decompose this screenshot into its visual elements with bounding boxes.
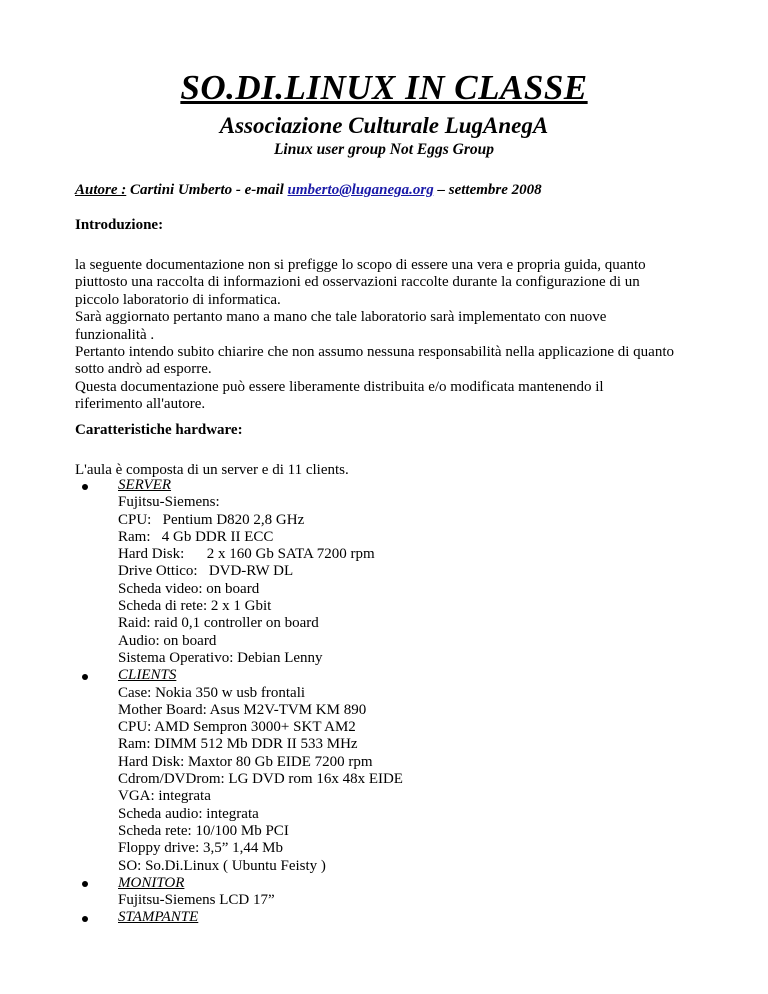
author-line [75, 180, 542, 200]
bullet-icon [82, 674, 88, 680]
spec-line: SO: So.Di.Linux ( Ubuntu Feisty ) [118, 857, 326, 874]
intro-line: riferimento all'autore. [75, 396, 206, 413]
hardware-list [82, 477, 702, 927]
item-title: CLIENTS [118, 667, 177, 684]
spec-line: Scheda video: on board [118, 580, 260, 597]
spec-line: Fujitsu-Siemens LCD 17” [118, 892, 275, 909]
intro-paragraph [75, 257, 715, 414]
intro-line: Pertanto intendo subito chiarire che non assumo nessuna responsabilità nella applicazione di quanto [75, 344, 675, 361]
bullet-icon [82, 484, 88, 490]
intro-line: piccolo laboratorio di informatica. [75, 291, 281, 308]
intro-line: funzionalità . [75, 326, 155, 343]
spec-line: Cdrom/DVDrom: LG DVD rom 16x 48x EIDE [118, 771, 403, 788]
intro-line: sotto andrò ad esporre. [75, 361, 212, 378]
document-subtitle: Associazione Culturale LugAnegA [219, 113, 549, 138]
intro-heading: Introduzione: [75, 217, 164, 233]
item-title: MONITOR [118, 874, 185, 891]
spec-line: Scheda audio: integrata [118, 805, 259, 822]
spec-line: VGA: integrata [118, 788, 211, 805]
author-label: Autore : [75, 182, 127, 198]
list-item-clients [82, 667, 702, 875]
spec-line: Audio: on board [118, 632, 217, 649]
spec-line: Scheda di rete: 2 x 1 Gbit [118, 598, 272, 615]
spec-line: Hard Disk: Maxtor 80 Gb EIDE 7200 rpm [118, 753, 373, 770]
group-name: Linux user group Not Eggs Group [273, 141, 495, 158]
spec-line: Floppy drive: 3,5” 1,44 Mb [118, 840, 283, 857]
hardware-heading: Caratteristiche hardware: [75, 422, 243, 438]
spec-line: Raid: raid 0,1 controller on board [118, 615, 319, 632]
author-email-link[interactable]: umberto@luganega.org [287, 182, 434, 198]
spec-line: Mother Board: Asus M2V-TVM KM 890 [118, 701, 367, 718]
document-title: SO.DI.LINUX IN CLASSE [180, 68, 588, 107]
author-name: Cartini Umberto - e-mail [126, 182, 288, 198]
list-item-stampante [82, 909, 702, 926]
intro-line: Sarà aggiornato pertanto mano a mano che tale laboratorio sarà implementato con nuove [75, 309, 607, 326]
intro-line: piuttosto una raccolta di informazioni ed osservazioni raccolte durante la configurazione di un [75, 274, 640, 291]
item-title: SERVER [118, 477, 172, 493]
list-item-server [82, 477, 702, 667]
item-title: STAMPANTE [118, 909, 199, 926]
spec-line: CPU: AMD Sempron 3000+ SKT AM2 [118, 719, 356, 736]
bullet-icon [82, 881, 88, 887]
spec-line: Hard Disk: 2 x 160 Gb SATA 7200 rpm [118, 546, 375, 563]
bullet-icon [82, 916, 88, 922]
spec-line: Sistema Operativo: Debian Lenny [118, 649, 323, 666]
spec-line: Drive Ottico: DVD-RW DL [118, 563, 294, 580]
spec-line: Ram: DIMM 512 Mb DDR II 533 MHz [118, 736, 358, 753]
hardware-intro: L'aula è composta di un server e di 11 clients. [75, 462, 349, 478]
spec-line: Case: Nokia 350 w usb frontali [118, 684, 306, 701]
spec-line: Ram: 4 Gb DDR II ECC [118, 528, 274, 545]
spec-line: Scheda rete: 10/100 Mb PCI [118, 822, 289, 839]
spec-line: CPU: Pentium D820 2,8 GHz [118, 511, 305, 528]
intro-line: la seguente documentazione non si prefigge lo scopo di essere una vera e propria guida, quanto [75, 257, 646, 273]
list-item-monitor [82, 875, 702, 910]
author-date: – settembre 2008 [433, 182, 542, 198]
spec-line: Fujitsu-Siemens: [118, 494, 220, 511]
intro-line: Questa documentazione può essere liberamente distribuita e/o modificata mantenendo il [75, 378, 604, 395]
